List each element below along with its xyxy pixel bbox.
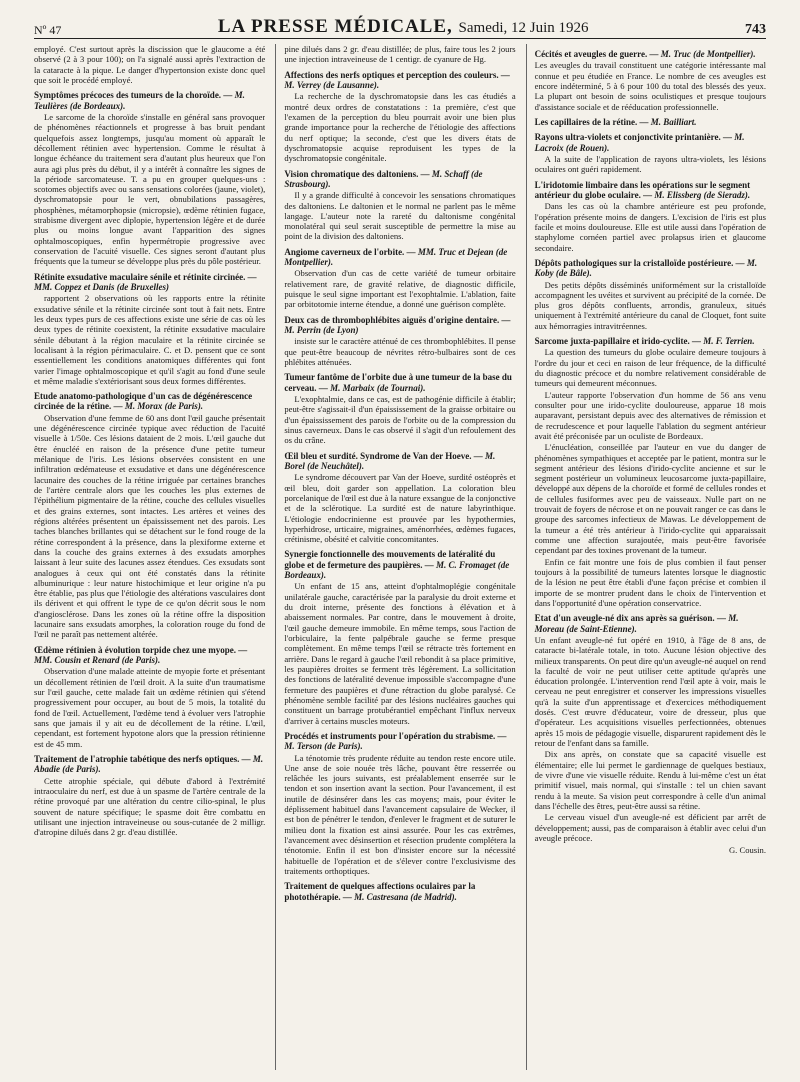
section-heading bbox=[34, 754, 265, 775]
heading-title: Etude anatomo-pathologique d'un cas de dégénérescence circinée de la rétine. bbox=[34, 391, 253, 412]
body-paragraph: Le syndrome découvert par Van der Hoeve, surdité ostéoprès et œil bleu, doit garder son appellation. La coloration bleu porcelanique de l'œil est due à la nature exsangue de la conjonctive et de la sclérotique. La surdité est de nature labyrinthique. L'étiologie endocrinienne est prouvée par les hypothermies, hyperhidrose, urticaire, migraines, aménorrhées, œdèmes fugaces, crétinisme, obésité et calvitie concomitantes. bbox=[284, 472, 516, 545]
section-heading bbox=[284, 372, 515, 393]
body-paragraph: La recherche de la dyschromatopsie dans les cas étudiés a montré deux ordres de constatations : 1a première, c'est que l'examen de la perception du bleu pourrait avoir une bien plus grande importance pour la recherche de l'étiologie des affections du nerf optique; la seconde, c'est que les divers états de dyschromatopsie acquise reproduisent les types de la dyschromatopsie congénitale. bbox=[284, 91, 516, 164]
section-heading bbox=[34, 645, 265, 666]
heading-title: Traitement de quelques affections oculaires par la photothérapie. bbox=[284, 881, 476, 902]
section-heading bbox=[284, 549, 515, 580]
heading-title: Traitement de l'atrophie tabétique des nerfs optiques. bbox=[34, 753, 240, 764]
body-paragraph: L'énucléation, conseillée par l'auteur en vue du danger de phénomènes sympathiques et acceptée par le patient, montra sur le segment antérieur des lésions d'irido-cyclite ancienne et sur le segment postérieur un volumineux leucosarcome juxta-papillaire, développé aux dépens de la choroïde et formé de cellules rondes et de cellules fusiformes avec peu de vaisseaux. Nulle part on ne trouvait de foyers de nécrose et on ne pouvait ranger ce cas dans le groupe des sarcomes infectieux de Mawas. Le développement de la tumeur a été très antérieur à l'irido-cyclite qui apparaissait comme une affection surajoutée, mais peut-être favorisée cependant par des toxines provenant de la tumeur. bbox=[534, 442, 766, 556]
journal-title: LA PRESSE MÉDICALE, bbox=[217, 16, 453, 37]
body-paragraph: Enfin ce fait montre une fois de plus combien il faut penser toujours à la possibilité de tumeurs latentes lorsque le diagnostic de la lésion ne peut être établi d'une façon précise et combien il importe de se montrer prudent dans le choix de l'intervention et dans l'opportunité d'une opération conservatrice. bbox=[534, 556, 766, 608]
heading-authors: — M. Abadie (de Paris). bbox=[34, 753, 264, 775]
heading-title: Rétinite exsudative maculaire sénile et rétinite circinée. bbox=[34, 271, 246, 282]
author-signature: G. Cousin. bbox=[728, 845, 766, 856]
section-heading bbox=[284, 315, 515, 336]
heading-authors: — M. Lacroix (de Rouen). bbox=[534, 132, 745, 153]
heading-authors: — M. C. Fromaget (de Bordeaux). bbox=[284, 559, 510, 581]
heading-title: Rayons ultra-violets et conjonctivite printanière. bbox=[534, 132, 721, 143]
section-heading bbox=[284, 247, 515, 268]
body-paragraph: Un enfant de 15 ans, atteint d'ophtalmoplégie congénitale unilatérale gauche, caractérisée par la paralysie du droit externe et du droit interne, présente des fonctions à élévation et à abaissement normales. Par contre, dans le mouvement à droite, l'œil gauche demeure immobile. En même temps, sous l'action de l'orbiculaire, la fente palpébrale gauche se ferme presque complètement. En même temps l'œil se rétracte très fortement en arrière. Dans le regard à gauche l'œil rebondit à sa place primitive, les paupières droites se ferment très légèrement. La sollicitation des fonctions de latéralité devenue impossible s'accompagne d'une fermeture des paupières et d'une rétraction du globe paralysé. Ce phénomène semble facilité par des lésions nucléaires gauches qui constituent un barrage protubérantiel empêchant l'influx nerveux d'arriver à certains muscles moteurs. bbox=[284, 581, 516, 726]
column-1 bbox=[34, 44, 265, 1070]
heading-title: Etat d'un aveugle-né dix ans après sa guérison. bbox=[534, 613, 715, 624]
body-paragraph: La question des tumeurs du globe oculaire demeure toujours à l'ordre du jour et ceci en raison de leur fréquence, de la difficulté du diagnostic précoce et du nombre relativement considérable de tumeurs qui demeurent méconnues. bbox=[534, 347, 766, 389]
heading-authors: — M. Schaff (de Strasbourg). bbox=[284, 168, 483, 189]
heading-authors: — MM. Coppez et Danis (de Bruxelles) bbox=[34, 271, 257, 292]
section-heading bbox=[284, 70, 515, 91]
section-heading bbox=[284, 731, 515, 752]
body-paragraph: Cette atrophie spéciale, qui débute d'abord à l'extrémité intraoculaire du nerf, est due à un spasme de l'artère centrale de la rétine provoqué par une altération du centre cilio-spinal, le plus souvent de nature spécifique; le spasme doit être combattu en utilisant une injection intraveineuse ou sous-cutanée de 2 milligr. d'atropine dilués dans 2 gr. d'eau distillée. bbox=[34, 775, 266, 838]
heading-title: Angiome caverneux de l'orbite. bbox=[284, 246, 405, 257]
heading-title: Vision chromatique des daltoniens. bbox=[284, 168, 419, 179]
heading-title: Les capillaires de la rétine. bbox=[534, 116, 638, 127]
body-paragraph: insiste sur le caractère atténué de ces thrombophlébites. Il pense que peut-être beaucoup de névrites rétro-bulbaires sont de ces phlébites atténuées. bbox=[284, 336, 516, 367]
body-paragraph: Des petits dépôts disséminés uniformément sur la cristalloïde accompagnent les uvéites et survivent au précipité de la cornée. De plus gros dépôts confluents, arrondis, granuleux, situés uniquement à l'extrémité antérieure du canal de Cloquet, font suite aux hémorragies intravitréennes. bbox=[534, 279, 766, 331]
heading-authors: — M. Koby (de Bâle). bbox=[534, 257, 758, 279]
masthead bbox=[218, 16, 589, 38]
section-heading bbox=[284, 169, 515, 190]
heading-title: Procédés et instruments pour l'opération du strabisme. bbox=[284, 730, 496, 741]
heading-title: Œil bleu et surdité. Syndrome de Van der Hoeve. bbox=[284, 450, 472, 461]
page-header bbox=[34, 16, 766, 39]
section-heading bbox=[34, 272, 265, 293]
body-paragraph: Observation d'une femme de 60 ans dont l'œil gauche présentait une dégénérescence circinée typique avec réduction de l'acuité visuelle à 1/50e. Ces lésions dataient de 2 mois. L'œil gauche dut être énucléé en raison de la présence d'une petite tumeur mélanique de l'iris. Les lésions observées consistent en une infiltration œdémateuse et exsudative et dans une dégénérescence lacunaire des couches de la rétine irriguée par certaines branches de l'artère centrale alors que les couches les plus externes de l'épithélium pigmentaire de la rétine, couche des cellules visuelles et des grains externes, sont intactes. Les artères et veines des régions altérées présentent un épaississement net des parois. Les taches blanches brillantes qui se détachent sur le fond rouge de la rétine correspondent à la présence, dans la plexiforme externe et dans la couche des grains externes à des exsudats amorphes laissant à leur suite des lacunes assez étendues. Ces exsudats sont analogues à ceux qui ont été constatés dans la rétinite albuminurique : leur nature histochimique et leur origine n'a pu être établie, pas plus que l'étiologie des altérations vasculaires dont ils dérivent et qui offrent le type de ce qu'on décrit sous le nom d'angiosclérose. Dans les zones où la rétine offre la disposition lacunaire sans exsudats amorphes, la coloration rouge du fond de l'œil ne paraît pas nettement altérée. bbox=[34, 412, 266, 640]
body-paragraph: Observation d'un cas de cette variété de tumeur orbitaire relativement rare, de gravité relative, de diagnostic difficile, puisque le seul signe important est l'exophtalmie. L'ablation, faite par orbitotomie interne étendue, a donné une guérison complète. bbox=[284, 268, 516, 310]
section-heading bbox=[535, 132, 766, 153]
heading-authors: — M. Morax (de Paris). bbox=[113, 401, 204, 412]
section-heading bbox=[535, 180, 766, 201]
heading-title: Symptômes précoces des tumeurs de la choroïde. bbox=[34, 90, 222, 101]
heading-authors: — M. Truc (de Montpellier). bbox=[649, 49, 756, 59]
section-heading bbox=[535, 613, 766, 634]
body-paragraph: Il y a grande difficulté à concevoir les sensations chromatiques des daltoniens. Le daltonien et le normal ne parlent pas le même langage. L'auteur note la rareté du daltonisme congénital monolatéral qui seul serait susceptible de permettre la mise au point de la division des daltoniens. bbox=[284, 190, 516, 242]
column-3 bbox=[526, 44, 766, 1070]
heading-authors: — M. Marbaix (de Tournai). bbox=[318, 382, 426, 393]
heading-title: L'iridotomie limbaire dans les opérations sur le segment antérieur du globe oculaire. bbox=[534, 179, 751, 200]
body-paragraph: La ténotomie très prudente réduite au tendon reste encore utile. Une anse de soie nouée très lâche, pouvant être resserrée ou relâchée les jours suivants, est préalablement enserrée sur le tendon et son insertion avant la section. Pour l'avancement, il est inutile de désinsérer dans les cas moyens; mais, pour éviter le déplissement habituel dans l'avancement capsulaire de Wecker, il est bon de pénétrer le tendon, d'enlever le fragment et de suturer le milieu dont la fixation est ainsi assurée. Pour les cas extrêmes, l'avancement avec désinsertion et résection prudente complétera la ténotomie. Enfin il est bon d'insister encore sur la nécessité habituelle de l'opération et de s'élever contre l'exclusivisme des traitements orthoptiques. bbox=[284, 752, 516, 876]
body-paragraph: Les aveugles du travail constituent une catégorie intéressante mal connue et peu étudiée en France. Le nombre de ces aveugles est encore indéterminé, 5 à 6 pour 100 du total des blessés des yeux. La plupart ont besoin de soins oculistiques et presque toujours d'assistance sociale et de rééducation professionnelle. bbox=[534, 60, 766, 112]
body-paragraph: Dans les cas où la chambre antérieure est peu profonde, l'opération présente moins de dangers. L'excision de l'iris est plus facile et moins douloureuse. Elle est utile aussi dans l'opération de staphylome cornéen partiel avec prolapsus irien et glaucome secondaire. bbox=[534, 201, 766, 253]
article-columns bbox=[34, 44, 766, 1070]
heading-authors: — M. Moreau (de Saint-Etienne). bbox=[534, 613, 739, 634]
section-heading bbox=[34, 391, 265, 412]
heading-title: Cécités et aveugles de guerre. bbox=[534, 49, 648, 59]
body-paragraph: Le cerveau visuel d'un aveugle-né est déficient par arrêt de développement; aussi, pas de comparaison à établir avec celui d'un aveugle précoce. bbox=[534, 812, 766, 843]
body-paragraph: Le sarcome de la choroïde s'installe en général sans provoquer de phénomènes réactionnels et progresse à bas bruit pendant quelquefois assez longtemps, jusqu'au moment où apparaît le décollement rétinien avec hypertension. Comme le résultat à longue échéance du traitement sera d'autant plus heureux que l'on aura agi plus près du début, il y a intérêt à connaître les signes de la période sarcomateuse. T. a pu en grouper quelques-uns : scotomes objectifs avec ou sans sensations colorées (jaune, violet), dyschromatopsie pour le vert, obnubilations passagères, phosphènes, métamorphopsie (micropsie), œdème rétinien fugace, strabisme divergent avec diplopie, hypertension légère et de durée plus ou moins longue avant l'apparition des signes ophtalmoscopiques, enfin hypermétropie progressive avec conservation de l'acuité visuelle. Ces signes seront d'autant plus fréquents que la tumeur se développe plus près du pôle postérieur. bbox=[34, 111, 266, 267]
heading-title: Deux cas de thrombophlébites aiguës d'origine dentaire. bbox=[284, 314, 500, 325]
heading-title: Synergie fonctionnelle des mouvements de latéralité du globe et de fermeture des paupières. bbox=[284, 549, 496, 570]
section-heading bbox=[535, 117, 766, 127]
heading-title: Dépôts pathologiques sur la cristalloïde postérieure. bbox=[534, 257, 734, 268]
heading-title: Sarcome juxta-papillaire et irido-cyclite. bbox=[534, 336, 690, 347]
body-paragraph: Dix ans après, on constate que sa capacité visuelle est élémentaire; elle lui permet le gardiennage de quelques bestiaux, de vivre d'une vie visuelle réduite. Rendu à lui-même c'est un état primitif visuel, mais normal, qui s'installe : tel un chien savant rendu à la meute. Sa vision peut correspondre à celle d'un animal dans l'échelle des êtres, peut-être aussi sa rétine. bbox=[534, 749, 766, 811]
heading-authors: — M. Verrey (de Lausanne). bbox=[284, 69, 510, 90]
heading-authors: — M. Castresana (de Madrid). bbox=[342, 891, 457, 902]
issue-date: Samedi, 12 Juin 1926 bbox=[458, 20, 589, 36]
heading-authors: — M. Teulières (de Bordeaux). bbox=[34, 90, 245, 111]
heading-title: Œdème rétinien à évolution torpide chez une myope. bbox=[34, 644, 236, 655]
heading-authors: — M. Terson (de Paris). bbox=[284, 730, 507, 752]
heading-authors: — M. Borel (de Neuchâtel). bbox=[284, 450, 496, 471]
issue-number: Nº 47 bbox=[34, 23, 62, 37]
body-paragraph: Observation d'une malade atteinte de myopie forte et présentant un décollement rétinien de l'œil droit. A la suite d'un traumatisme sur l'œil gauche, cette malade fait un œdème rétinien qui s'étend progressivement pour occuper, au bout de 5 mois, la totalité du fond de l'œil. Actuellement, l'œdème tend à évoluer vers l'atrophie sans que jamais il y ait eu de décollement de la rétine. L'œil, cependant, est fortement hypotone alors que la pression rétinienne est de 45 mm. bbox=[34, 666, 266, 749]
heading-title: Tumeur fantôme de l'orbite due à une tumeur de la base du cerveau. bbox=[284, 372, 512, 393]
heading-authors: — MM. Truc et Dejean (de Montpellier). bbox=[284, 246, 508, 268]
heading-title: Affections des nerfs optiques et perception des couleurs. bbox=[284, 69, 499, 80]
body-paragraph: employé. C'est surtout après la discission que le glaucome a été observé (2 à 3 pour 100); on l'a signalé aussi après l'extraction de la cataracte à la pique. Le danger d'hypertonsion existe donc quel que soit le procédé employé. bbox=[34, 44, 266, 85]
column-2 bbox=[275, 44, 515, 1070]
heading-authors: — M. F. Terrien. bbox=[692, 336, 755, 347]
heading-authors: — M. Perrin (de Lyon) bbox=[284, 314, 511, 336]
page-number: 743 bbox=[745, 22, 766, 37]
body-paragraph: Un enfant aveugle-né fut opéré en 1910, à l'âge de 8 ans, de cataracte bi-latérale totale, in toto. Aucune lésion objective des milieux transparents. On peut dire qu'un aveugle-né auquel on rend la faculté de voir ne peut utiliser cette aptitude qu'après une éducation prolongée. L'intervention rend l'œil apte à voir, mais le cerveau ne peut enregistrer et conserver les impressions visuelles qu'à la suite d'un apprentissage et d'exercices méthodiquement dosés. C'est œuvre d'éducateur, voire de dresseur, plus que d'opérateur. Les acquisitions visuelles perfectionnées, obtenues après 15 mois de pédagogie visuelle, disparurent rapidement dès le retour de l'enfant dans sa famille. bbox=[534, 634, 766, 749]
section-heading bbox=[535, 336, 766, 346]
section-heading bbox=[535, 258, 766, 279]
section-heading bbox=[535, 49, 766, 59]
body-paragraph: pine dilués dans 2 gr. d'eau distillée; de plus, faire tous les 2 jours une injection intraveineuse de 1 centigr. de cyanure de Hg. bbox=[284, 44, 516, 65]
heading-authors: — MM. Cousin et Renard (de Paris). bbox=[34, 644, 248, 666]
body-paragraph: rapportent 2 observations où les rapports entre la rétinite exsudative sénile et la rétinite circinée sont tout à fait nets. Entre les deux types purs de ces affections existe une série de cas où les deux types de rétinite coexistent, la rétinite exsudative maculaire sénile débutant à la région maculaire et la rétinite circinée se localisant à la région périmaculaire. C. et D. pensent que ce sont essentiellement les conditions anatomiques différentes qui font varier l'image ophtalmoscopique et qu'il s'agit au fond d'une seule et même maladie s'extériorisant sous deux formes différentes. bbox=[34, 293, 266, 386]
body-paragraph: L'auteur rapporte l'observation d'un homme de 56 ans venu consulter pour une irido-cyclite douloureuse, apparue 18 mois auparavant, persistant depuis avec des alternatives de rémission et de recrudescence et pour laquelle l'ablation du segment antérieur avait été préconisée par un oculiste de Bordeaux. bbox=[534, 389, 766, 441]
heading-authors: — M. Bailliart. bbox=[639, 116, 697, 127]
heading-authors: — M. Elissberg (de Sieradz). bbox=[643, 189, 751, 200]
body-paragraph: A la suite de l'application de rayons ultra-violets, les lésions oculaires ont guéri rapidement. bbox=[534, 153, 766, 175]
section-heading bbox=[284, 451, 515, 472]
section-heading bbox=[34, 90, 265, 111]
body-paragraph: L'exophtalmie, dans ce cas, est de pathogénie difficile à établir; peut-être s'agissait-il d'un épaississement de la graisse orbitaire ou d'un épaississement des parois de l'orbite ou de la compression du sinus caverneux. Dans le cas observé il s'agit d'un refoulement des os du crâne. bbox=[284, 394, 516, 446]
section-heading bbox=[284, 881, 515, 902]
